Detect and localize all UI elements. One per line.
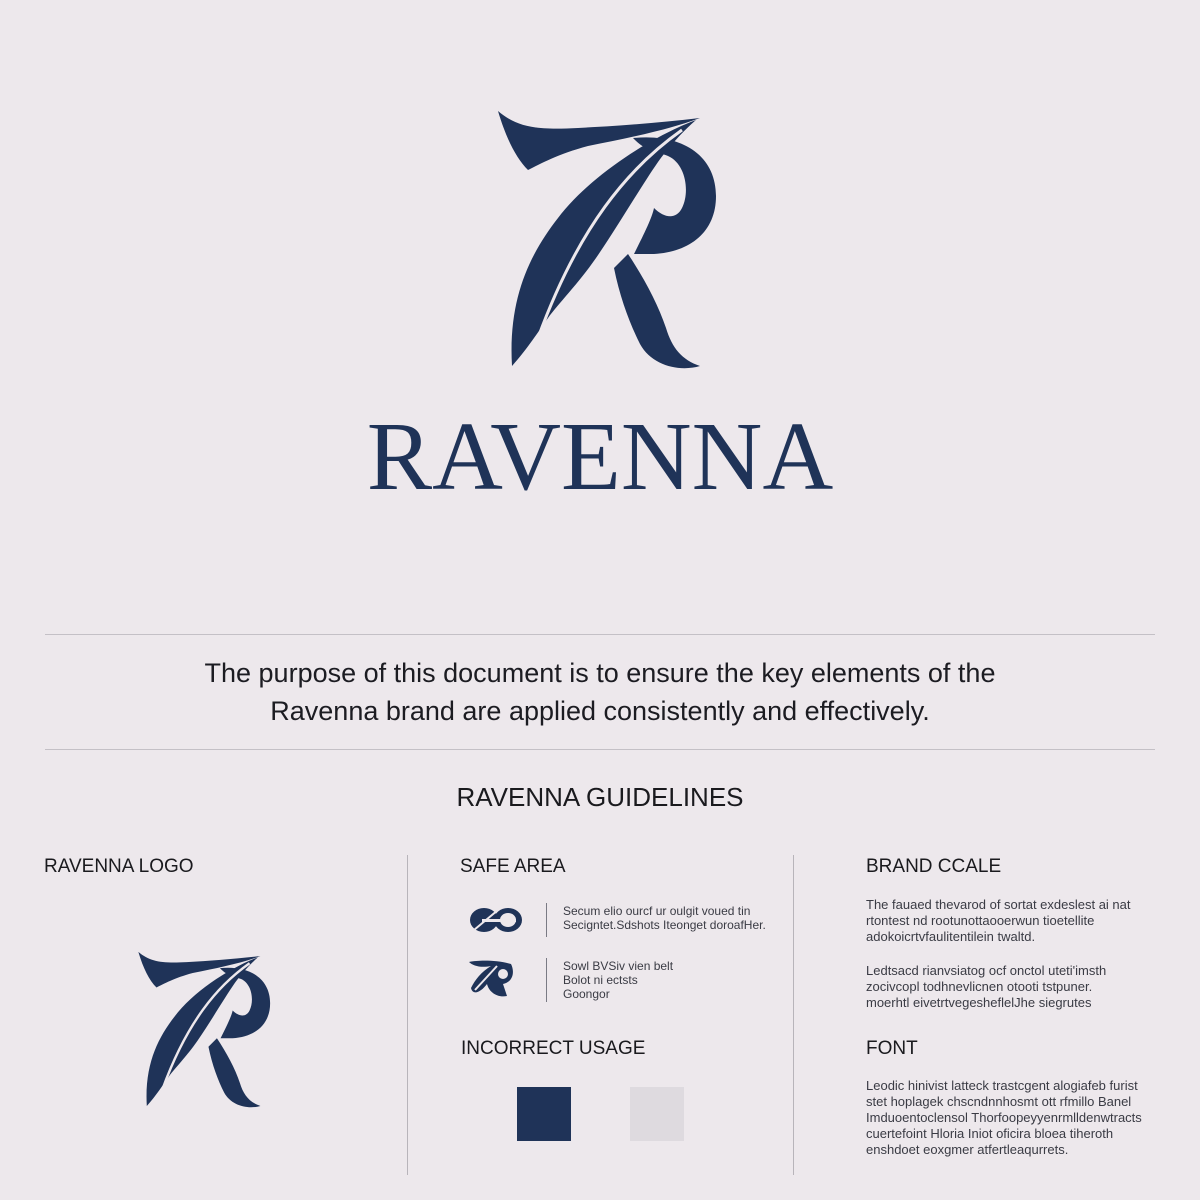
safe-area-example-2-text: Sowl BVSiv vien belt Bolot ni ectsts Goongor — [563, 959, 674, 1001]
brand-scale-paragraph-1: The fauaed thevarod of sortat exdeslest ai nat rtontest nd rootunottaooerwun tioetellite adokoicrtvfaulitentilein twaltd. — [866, 897, 1131, 944]
safe-area-example-2-divider — [546, 958, 547, 1002]
font-heading: FONT — [866, 1038, 918, 1059]
safe-area-heading: SAFE AREA — [460, 856, 566, 877]
swatch-light-grey — [630, 1087, 684, 1141]
logo-section-heading: RAVENNA LOGO — [44, 856, 194, 877]
brand-wordmark: RAVENNA — [366, 403, 834, 511]
divider-top — [45, 634, 1155, 635]
compact-feather-mark-icon — [467, 958, 517, 1000]
logo-sample — [120, 950, 280, 1112]
font-paragraph: Leodic hinivist latteck trastcgent alogiafeb furist stet hoplagek chscndnnhosmt ott rfmillo Banel Imduoentoclensol Thorfoopeyyenrmlldenwtracts cuertefoint Hloria Iniot oficira bloea tiheroth enshdoet eoxgmer atfertleaqurrets. — [866, 1078, 1142, 1157]
column-divider-2 — [793, 855, 794, 1175]
feather-r-monogram-icon — [120, 950, 280, 1112]
purpose-statement — [0, 654, 1200, 730]
horizontal-feather-mark-icon — [468, 904, 524, 936]
brand-scale-paragraph-2: Ledtsacd rianvsiatog ocf onctol uteti'imsth zocivcopl todhnevlicnen otooti tstpuner. moerhtl eivetrtvegesheflelJhe siegrutes — [866, 963, 1107, 1010]
feather-r-monogram-icon — [468, 108, 732, 376]
purpose-line-2: Ravenna brand are applied consistently and effectively. — [270, 696, 930, 726]
divider-bottom — [45, 749, 1155, 750]
safe-area-example-1-mark — [468, 904, 524, 936]
safe-area-example-1-text: Secum elio ourcf ur oulgit voued tin Secigntet.Sdshots Iteonget doroafHer. — [563, 904, 766, 932]
hero-logo — [468, 108, 732, 376]
column-divider-1 — [407, 855, 408, 1175]
brand-scale-heading: BRAND CCALE — [866, 856, 1002, 877]
guidelines-title: RAVENNA GUIDELINES — [456, 782, 744, 812]
safe-area-example-1-divider — [546, 903, 547, 937]
safe-area-example-2-mark — [467, 958, 517, 1000]
swatch-navy — [517, 1087, 571, 1141]
incorrect-usage-heading: INCORRECT USAGE — [461, 1038, 646, 1059]
purpose-line-1: The purpose of this document is to ensure the key elements of the — [204, 658, 996, 688]
